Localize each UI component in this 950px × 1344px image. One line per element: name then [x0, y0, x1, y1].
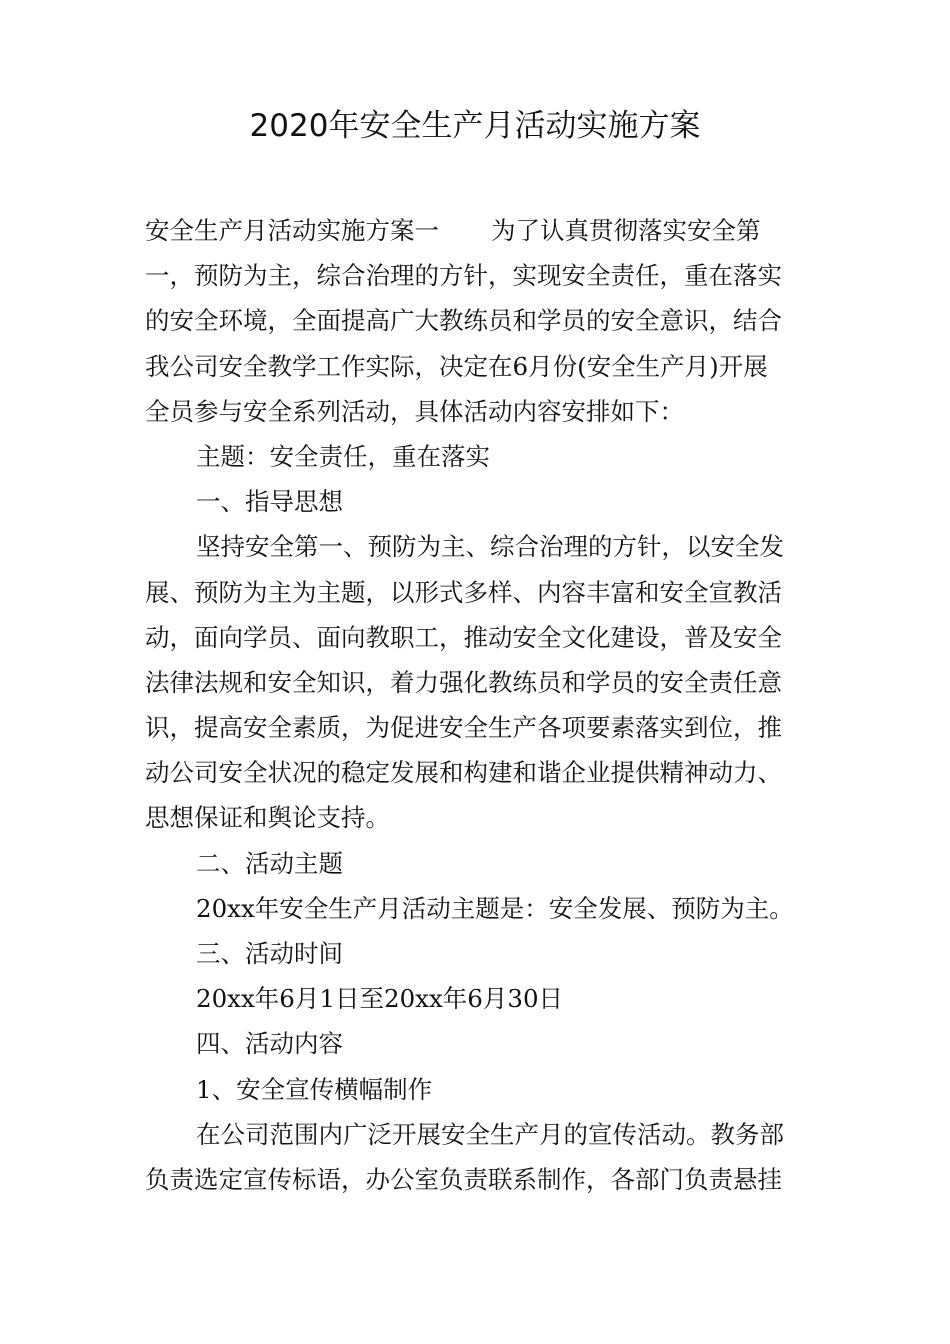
section-heading: 安全生产月活动实施方案一	[145, 216, 439, 245]
text-line: 展、预防为主为主题，以形式多样、内容丰富和安全宣教活	[145, 577, 782, 607]
text-line: 一，预防为主，综合治理的方针，实现安全责任，重在落实	[145, 261, 782, 291]
section-heading: 三、活动时间	[196, 939, 343, 968]
theme-line: 主题：安全责任，重在落实	[196, 441, 490, 471]
section-heading: 二、活动主题	[196, 848, 343, 878]
text-line: 20xx年安全生产月活动主题是：安全发展、预防为主。	[196, 893, 794, 923]
document-body	[145, 208, 835, 1202]
text-line: 动公司安全状况的稳定发展和构建和谐企业提供精神动力、	[145, 758, 782, 788]
text-line: 我公司安全教学工作实际，决定在6月份(安全生产月)开展	[145, 351, 768, 381]
text-line: 坚持安全第一、预防为主、综合治理的方针，以安全发	[196, 532, 784, 562]
text-line: 思想保证和舆论支持。	[145, 803, 390, 833]
text-line: 在公司范围内广泛开展安全生产月的宣传活动。教务部	[196, 1119, 784, 1149]
text-line: 动，面向学员、面向教职工，推动安全文化建设，普及安全	[145, 622, 782, 652]
subsection-heading: 1、安全宣传横幅制作	[196, 1074, 433, 1104]
document-title: 2020年安全生产月活动实施方案	[249, 108, 701, 144]
text-line: 法律法规和安全知识，着力强化教练员和学员的安全责任意	[145, 667, 782, 697]
text-line: 的安全环境，全面提高广大教练员和学员的安全意识，结合	[145, 306, 782, 336]
section-heading: 四、活动内容	[196, 1029, 343, 1059]
text-line: 20xx年6月1日至20xx年6月30日	[196, 984, 564, 1014]
text-line	[145, 208, 835, 253]
section-heading: 一、指导思想	[196, 487, 343, 517]
text-line: 负责选定宣传标语，办公室负责联系制作，各部门负责悬挂	[145, 1164, 782, 1194]
text-line: 全员参与安全系列活动，具体活动内容安排如下：	[145, 396, 684, 426]
text-segment: 为了认真贯彻落实安全第	[491, 216, 761, 245]
text-line: 识，提高安全素质，为促进安全生产各项要素落实到位，推	[145, 713, 782, 743]
